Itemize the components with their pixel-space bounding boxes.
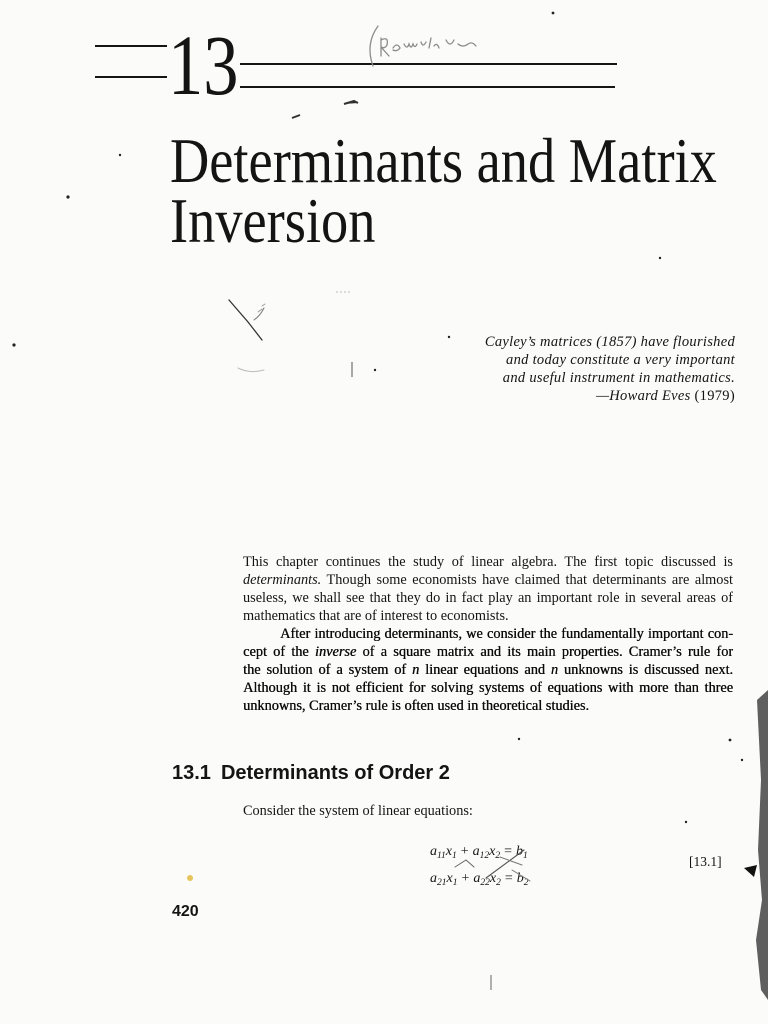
subscript: 22 (480, 878, 490, 888)
text-run: unknowns, Cramer’s rule is often used in theoretical studies. (243, 698, 589, 714)
chapter-title-line-1: Determinants and Matrix (170, 125, 717, 196)
text-run: This chapter continues the study of linear algebra. The first topic discussed is (243, 554, 733, 570)
epigraph-line: and today constitute a very important (506, 352, 735, 368)
term-inverse: inverse (314, 644, 357, 660)
text-run: the solution of a system of (243, 662, 412, 678)
variable: x (489, 844, 496, 859)
coefficient: a (430, 844, 437, 859)
chapter-rule-right-bottom (240, 86, 615, 88)
constant: b (516, 871, 524, 886)
variable-n: n (550, 662, 558, 678)
text-line (243, 607, 733, 625)
variable: x (489, 871, 497, 886)
text-run: Although it is not efficient for solving systems of equations with more than three (243, 680, 733, 696)
text-run: cept of the (243, 644, 315, 660)
chapter-introduction (243, 553, 733, 715)
equals-operator: = (504, 871, 513, 886)
ink-blot (744, 865, 757, 877)
variable: x (446, 871, 453, 886)
text-run: Though some economists have claimed that determinants are almost (321, 572, 733, 588)
intro-paragraph-2 (243, 625, 733, 715)
subscript: 11 (437, 851, 446, 861)
equation-label: [13.1] (689, 854, 722, 869)
subscript: 12 (479, 851, 490, 861)
chapter-rule-left-bottom (95, 76, 167, 78)
page-number: 420 (172, 903, 199, 920)
chapter-rule-left-top (95, 45, 167, 47)
pencil-check-mark (229, 300, 265, 372)
text-line (243, 553, 733, 571)
equation-row-1 (430, 843, 528, 861)
text-run: linear equations and (419, 662, 551, 678)
section-number: 13.1 (172, 762, 211, 784)
section-heading (172, 762, 450, 784)
chapter-number: 13 (168, 17, 239, 113)
variable-n: n (411, 662, 420, 678)
text-run: mathematics that are of interest to economists. (243, 608, 509, 624)
coefficient: a (472, 844, 480, 859)
text-line (243, 679, 733, 697)
coefficient: a (473, 871, 481, 886)
plus-operator: + (460, 844, 469, 859)
equals-operator: = (504, 844, 513, 859)
epigraph-attribution (485, 387, 735, 405)
subscript: 21 (437, 878, 447, 888)
variable: x (445, 844, 453, 859)
text-line (243, 589, 733, 607)
scan-edge-shadow (756, 690, 768, 1000)
text-line (243, 643, 733, 661)
coefficient: a (430, 871, 437, 886)
constant: b (516, 844, 524, 859)
plus-operator: + (461, 871, 470, 886)
text-line (243, 571, 733, 589)
intro-paragraph-1 (243, 553, 733, 625)
term-determinants: determinants. (243, 572, 322, 588)
epigraph-line: and useful instrument in mathematics. (502, 370, 735, 386)
text-run: of a square matrix and its main properties. Cramer’s rule for (356, 644, 733, 660)
subscript: 1 (452, 878, 458, 888)
text-run: After introducing determinants, we consider the fundamentally important con- (280, 626, 733, 642)
subscript: 1 (523, 851, 528, 861)
epigraph (485, 333, 735, 405)
equation-row-2 (430, 870, 529, 888)
subscript: 2 (495, 851, 501, 861)
epigraph-year: (1979) (694, 388, 735, 404)
epigraph-line: Cayley’s matrices (1857) have flourished (484, 334, 735, 350)
yellow-stain (187, 875, 193, 881)
text-line (243, 661, 733, 679)
subscript: 2 (496, 878, 501, 888)
chapter-title-line-2: Inversion (170, 185, 376, 256)
handwritten-annotation (370, 26, 476, 66)
epigraph-author: —Howard Eves (596, 388, 691, 404)
subscript: 2 (523, 878, 529, 888)
section-title: Determinants of Order 2 (220, 762, 450, 784)
text-line (243, 625, 733, 643)
subscript: 1 (452, 851, 457, 861)
chapter-rule-right-top (240, 63, 617, 65)
chapter-title (170, 125, 717, 256)
section-lead-in: Consider the system of linear equations: (243, 803, 473, 819)
text-line (243, 697, 733, 715)
text-run: useless, we shall see that they do in fact play an important role in several areas of (243, 590, 733, 606)
text-run: unknowns is discussed next. (557, 662, 733, 678)
